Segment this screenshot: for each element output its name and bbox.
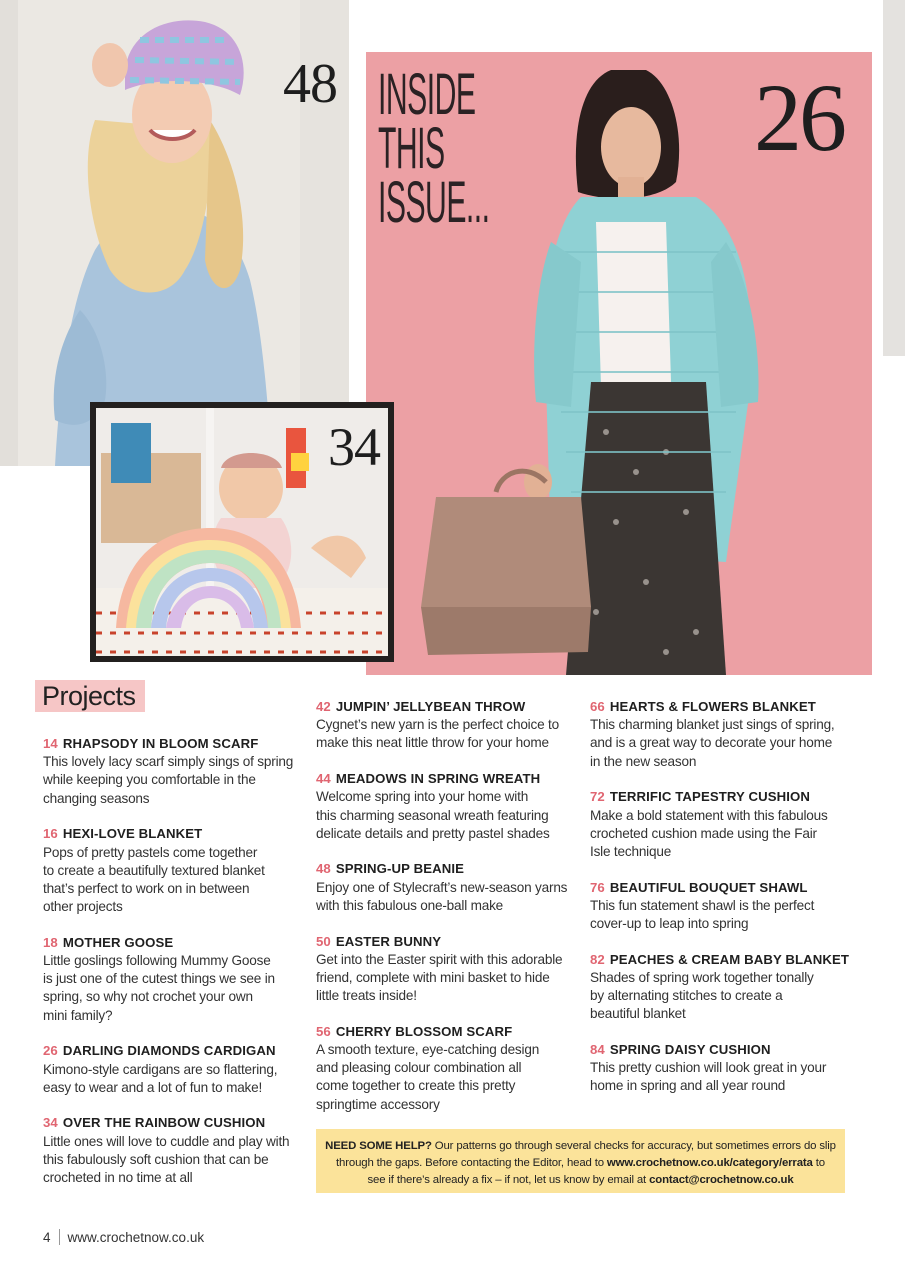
project-description [590, 969, 852, 1024]
project-page-number: 56 [316, 1023, 331, 1039]
project-title [590, 951, 852, 969]
description-line: make this neat little throw for your home [316, 735, 549, 751]
description-line: Isle technique [590, 843, 672, 859]
project-description [590, 716, 852, 771]
project-name: SPRING-UP BEANIE [335, 861, 464, 877]
description-line: crocheted cushion made using the Fair [590, 825, 817, 841]
description-line: Get into the Easter spirit with this adorable [316, 951, 563, 967]
project-title [590, 879, 852, 897]
project-description [43, 1061, 305, 1097]
project-page-number: 34 [43, 1115, 58, 1131]
description-line: come together to create this pretty [316, 1078, 516, 1094]
projects-column-1 [43, 735, 305, 1205]
description-line: to create a beautifully textured blanket [43, 862, 265, 878]
project-entry[interactable] [43, 1042, 305, 1097]
help-text: through the gaps. Before contacting the Editor, head to [336, 1157, 607, 1169]
project-title [43, 1042, 305, 1060]
page-number-26: 26 [754, 64, 844, 171]
project-name: PEACHES & CREAM BABY BLANKET [609, 951, 850, 967]
project-page-number: 18 [43, 934, 58, 950]
help-text: Our patterns go through several checks for accuracy, but sometimes errors do slip [431, 1140, 836, 1152]
project-entry[interactable] [590, 951, 852, 1024]
project-entry[interactable] [590, 879, 852, 934]
description-line: beautiful blanket [590, 1006, 686, 1022]
inside-this-issue-title [378, 62, 490, 235]
project-description [43, 753, 305, 808]
description-line: this charming seasonal wreath featuring [316, 807, 549, 823]
project-page-number: 26 [43, 1043, 58, 1059]
description-line: Cygnet’s new yarn is the perfect choice to [316, 717, 559, 733]
description-line: Welcome spring into your home with [316, 789, 529, 805]
description-line: Make a bold statement with this fabulous [590, 807, 828, 823]
project-page-number: 82 [590, 951, 605, 967]
description-line: is just one of the cutest things we see in [43, 971, 275, 987]
project-title [43, 1114, 305, 1132]
project-entry[interactable] [43, 735, 305, 808]
description-line: by alternating stitches to create a [590, 988, 783, 1004]
project-page-number: 66 [590, 699, 605, 714]
project-page-number: 76 [590, 879, 605, 895]
project-title [43, 825, 305, 843]
project-entry[interactable] [316, 933, 578, 1006]
project-description [590, 897, 852, 933]
description-line: other projects [43, 899, 123, 915]
project-page-number: 50 [316, 933, 331, 949]
project-description [316, 716, 578, 752]
footer-divider [59, 1229, 60, 1245]
project-page-number: 42 [316, 699, 331, 714]
project-page-number: 72 [590, 789, 605, 805]
project-page-number: 44 [316, 771, 331, 787]
project-title [316, 698, 578, 716]
project-title [316, 933, 578, 951]
project-name: HEXI-LOVE BLANKET [62, 826, 203, 842]
description-line: changing seasons [43, 790, 150, 806]
project-title [316, 770, 578, 788]
description-line: crocheted in no time at all [43, 1170, 193, 1186]
description-line: little treats inside! [316, 988, 417, 1004]
description-line: This charming blanket just sings of spring, [590, 717, 835, 733]
projects-heading: Projects [35, 680, 145, 712]
page-footer [43, 1229, 204, 1245]
project-name: HEARTS & FLOWERS BLANKET [609, 699, 816, 714]
project-page-number: 84 [590, 1042, 605, 1058]
footer-page-number: 4 [43, 1230, 51, 1245]
description-line: Kimono-style cardigans are so flattering, [43, 1061, 278, 1077]
description-line: friend, complete with mini basket to hide [316, 969, 550, 985]
help-line [324, 1172, 837, 1189]
help-text: to [812, 1157, 825, 1169]
project-description [43, 1133, 305, 1188]
project-entry[interactable] [43, 934, 305, 1025]
photo-edge-strip [881, 0, 905, 356]
help-text: see if there’s already a fix – if not, let us know by email at [367, 1174, 650, 1186]
description-line: while keeping you comfortable in the [43, 772, 256, 788]
description-line: This lovely lacy scarf simply sings of spring [43, 754, 294, 770]
project-name: JUMPIN’ JELLYBEAN THROW [335, 699, 526, 714]
title-line: ISSUE... [378, 170, 490, 235]
project-title [316, 860, 578, 878]
project-entry[interactable] [590, 788, 852, 861]
description-line: this fabulously soft cushion that can be [43, 1151, 269, 1167]
project-description [43, 952, 305, 1025]
description-line: and pleasing colour combination all [316, 1060, 522, 1076]
contact-email-link[interactable]: contact@crochetnow.co.uk [649, 1174, 794, 1186]
project-page-number: 48 [316, 861, 331, 877]
project-name: DARLING DIAMONDS CARDIGAN [62, 1043, 276, 1059]
project-entry[interactable] [316, 698, 578, 753]
project-title [43, 934, 305, 952]
description-line: Little goslings following Mummy Goose [43, 953, 271, 969]
footer-website-link[interactable]: www.crochetnow.co.uk [67, 1230, 205, 1245]
description-line: Shades of spring work together tonally [590, 969, 814, 985]
project-name: TERRIFIC TAPESTRY CUSHION [609, 789, 810, 805]
project-name: EASTER BUNNY [335, 933, 442, 949]
project-page-number: 16 [43, 826, 58, 842]
help-line [324, 1155, 837, 1172]
help-lead: NEED SOME HELP? [325, 1140, 432, 1152]
help-notice [316, 1129, 845, 1193]
description-line: home in spring and all year round [590, 1078, 786, 1094]
project-entry[interactable] [43, 825, 305, 916]
project-name: SPRING DAISY CUSHION [609, 1042, 771, 1058]
project-description [316, 1041, 578, 1114]
project-description [316, 879, 578, 915]
project-entry[interactable] [590, 698, 852, 771]
description-line: This fun statement shawl is the perfect [590, 897, 815, 913]
description-line: and is a great way to decorate your home [590, 735, 833, 751]
page-number-48: 48 [283, 53, 337, 115]
project-entry[interactable] [316, 860, 578, 915]
description-line: Little ones will love to cuddle and play with [43, 1133, 290, 1149]
project-name: RHAPSODY IN BLOOM SCARF [62, 736, 259, 751]
project-description [590, 807, 852, 862]
project-entry[interactable] [43, 1114, 305, 1187]
title-line: INSIDE [378, 62, 476, 127]
project-name: OVER THE RAINBOW CUSHION [62, 1115, 266, 1131]
project-entry[interactable] [316, 770, 578, 843]
description-line: springtime accessory [316, 1096, 440, 1112]
description-line: that’s perfect to work on in between [43, 880, 250, 896]
description-line: delicate details and pretty pastel shades [316, 825, 550, 841]
description-line: with this fabulous one-ball make [316, 897, 504, 913]
project-description [316, 788, 578, 843]
description-line: in the new season [590, 753, 697, 769]
project-title [316, 1023, 578, 1041]
title-line: THIS [378, 116, 445, 181]
project-title [590, 1041, 852, 1059]
project-description [590, 1059, 852, 1095]
errata-link[interactable]: www.crochetnow.co.uk/category/errata [606, 1157, 813, 1169]
description-line: This pretty cushion will look great in your [590, 1060, 827, 1076]
project-title [590, 698, 852, 716]
projects-column-3 [590, 698, 852, 1113]
help-line [324, 1138, 837, 1155]
description-line: Pops of pretty pastels come together [43, 844, 258, 860]
description-line: A smooth texture, eye-catching design [316, 1042, 540, 1058]
project-description [43, 844, 305, 917]
description-line: spring, so why not crochet your own [43, 989, 253, 1005]
project-name: CHERRY BLOSSOM SCARF [335, 1023, 513, 1039]
description-line: easy to wear and a lot of fun to make! [43, 1079, 263, 1095]
project-name: MOTHER GOOSE [62, 934, 174, 950]
project-entry[interactable] [316, 1023, 578, 1114]
projects-column-2 [316, 698, 578, 1131]
project-name: BEAUTIFUL BOUQUET SHAWL [609, 879, 808, 895]
description-line: mini family? [43, 1007, 113, 1023]
description-line: Enjoy one of Stylecraft’s new-season yarns [316, 879, 568, 895]
project-description [316, 951, 578, 1006]
page-number-34: 34 [328, 417, 380, 477]
project-name: MEADOWS IN SPRING WREATH [335, 771, 541, 787]
project-page-number: 14 [43, 736, 58, 751]
project-entry[interactable] [590, 1041, 852, 1096]
project-title [43, 735, 305, 753]
description-line: cover-up to leap into spring [590, 916, 749, 932]
project-title [590, 788, 852, 806]
